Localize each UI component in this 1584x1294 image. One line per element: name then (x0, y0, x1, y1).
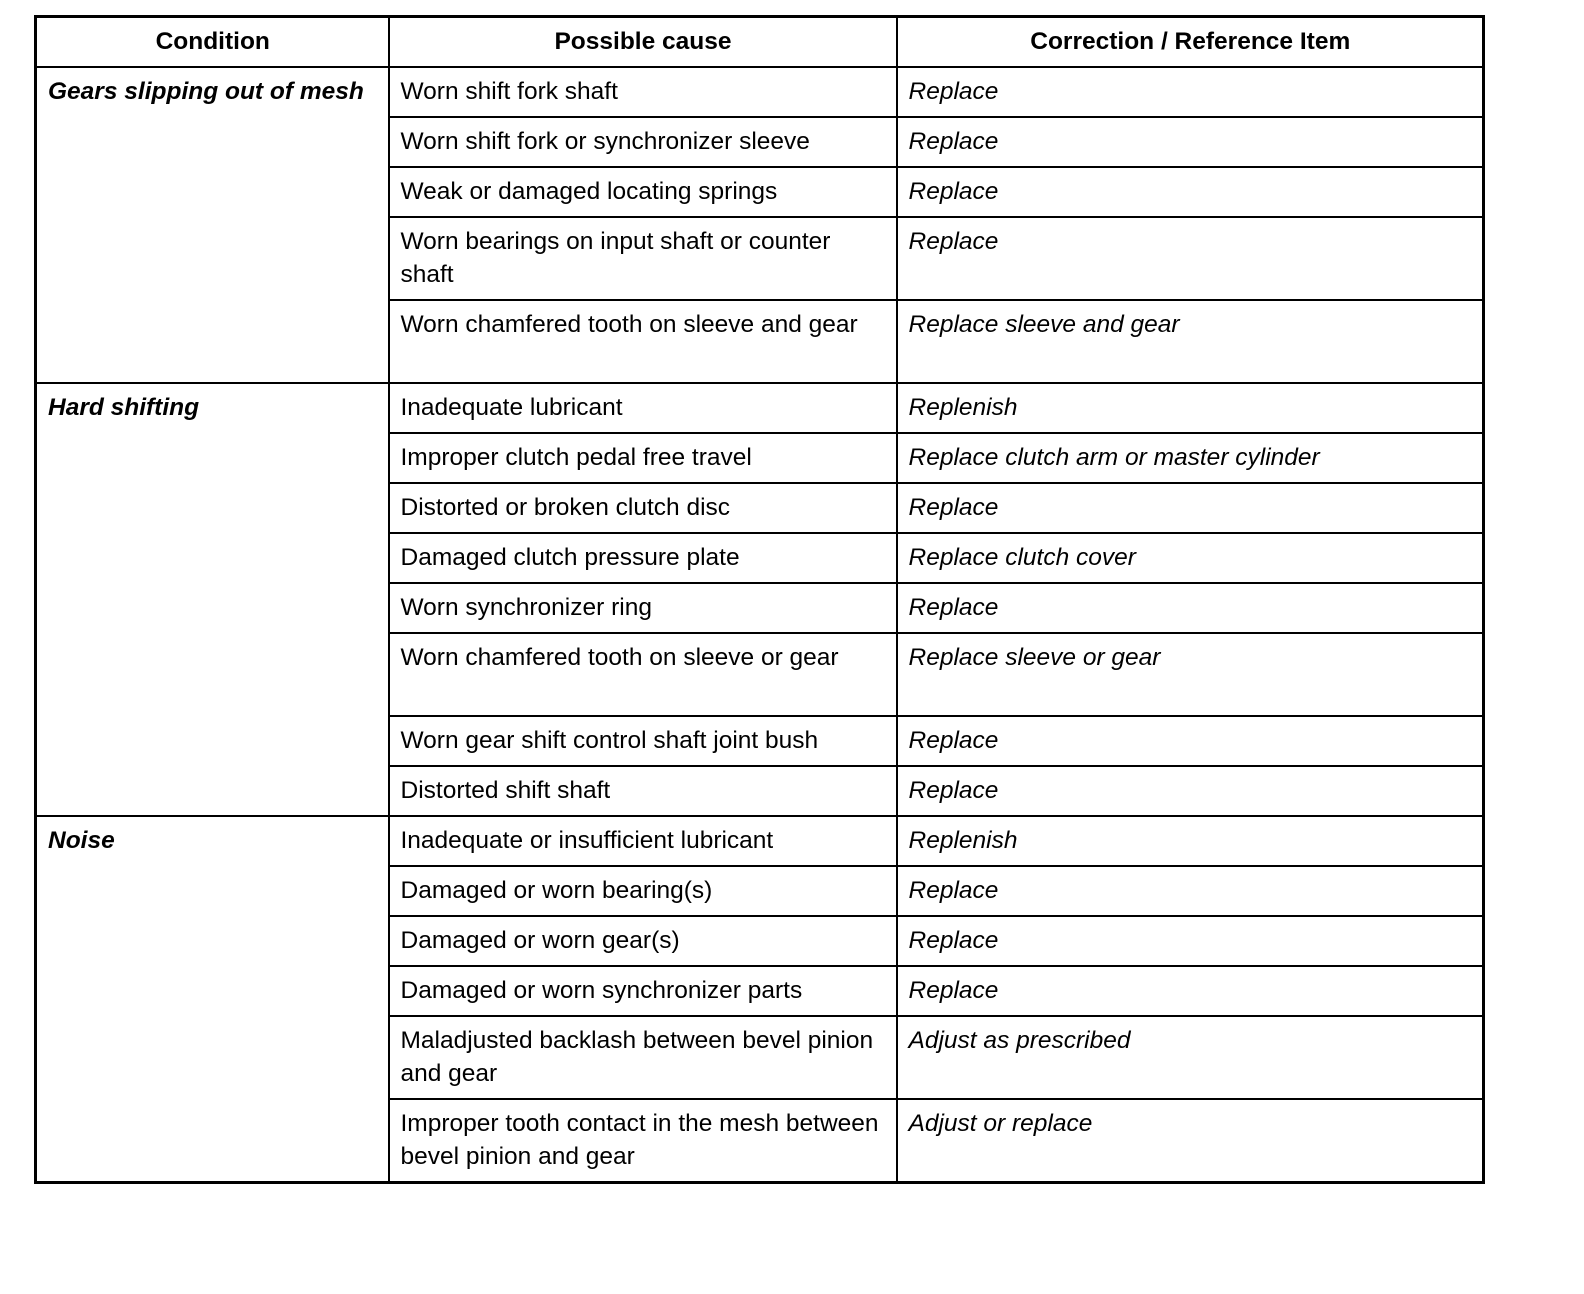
correction-cell: Adjust or replace (897, 1099, 1484, 1183)
table-row (36, 67, 1484, 117)
cause-cell: Damaged clutch pressure plate (389, 533, 897, 583)
correction-cell: Replenish (897, 383, 1484, 433)
cause-cell: Damaged or worn bearing(s) (389, 866, 897, 916)
cause-cell: Inadequate or insufficient lubricant (389, 816, 897, 866)
correction-cell: Replace (897, 167, 1484, 217)
correction-cell: Replace (897, 866, 1484, 916)
condition-gears-slipping: Gears slipping out of mesh (36, 67, 389, 383)
cause-cell: Improper clutch pedal free travel (389, 433, 897, 483)
cause-cell: Worn chamfered tooth on sleeve and gear (389, 300, 897, 383)
table-header-row (36, 17, 1484, 68)
correction-cell: Replace (897, 583, 1484, 633)
correction-cell: Replace clutch arm or master cylinder (897, 433, 1484, 483)
cause-cell: Worn shift fork shaft (389, 67, 897, 117)
correction-cell: Replace (897, 67, 1484, 117)
cause-cell: Damaged or worn synchronizer parts (389, 966, 897, 1016)
cause-cell: Worn gear shift control shaft joint bush (389, 716, 897, 766)
correction-cell: Replace clutch cover (897, 533, 1484, 583)
correction-cell: Replace sleeve and gear (897, 300, 1484, 383)
cause-cell: Distorted shift shaft (389, 766, 897, 816)
cause-cell: Inadequate lubricant (389, 383, 897, 433)
correction-cell: Replace (897, 966, 1484, 1016)
correction-cell: Replace (897, 716, 1484, 766)
correction-cell: Replenish (897, 816, 1484, 866)
cause-cell: Worn shift fork or synchronizer sleeve (389, 117, 897, 167)
table-row (36, 816, 1484, 866)
correction-cell: Replace (897, 117, 1484, 167)
correction-cell: Replace (897, 766, 1484, 816)
correction-cell: Replace sleeve or gear (897, 633, 1484, 716)
correction-cell: Replace (897, 916, 1484, 966)
header-correction: Correction / Reference Item (897, 17, 1484, 68)
cause-cell: Maladjusted backlash between bevel pinion and gear (389, 1016, 897, 1099)
cause-cell: Improper tooth contact in the mesh between bevel pinion and gear (389, 1099, 897, 1183)
condition-hard-shifting: Hard shifting (36, 383, 389, 816)
correction-cell: Adjust as prescribed (897, 1016, 1484, 1099)
condition-noise: Noise (36, 816, 389, 1183)
table-row (36, 383, 1484, 433)
troubleshooting-table (34, 15, 1485, 1184)
header-condition: Condition (36, 17, 389, 68)
cause-cell: Damaged or worn gear(s) (389, 916, 897, 966)
header-possible-cause: Possible cause (389, 17, 897, 68)
correction-cell: Replace (897, 483, 1484, 533)
cause-cell: Worn bearings on input shaft or counter shaft (389, 217, 897, 300)
cause-cell: Weak or damaged locating springs (389, 167, 897, 217)
cause-cell: Worn chamfered tooth on sleeve or gear (389, 633, 897, 716)
cause-cell: Distorted or broken clutch disc (389, 483, 897, 533)
cause-cell: Worn synchronizer ring (389, 583, 897, 633)
correction-cell: Replace (897, 217, 1484, 300)
